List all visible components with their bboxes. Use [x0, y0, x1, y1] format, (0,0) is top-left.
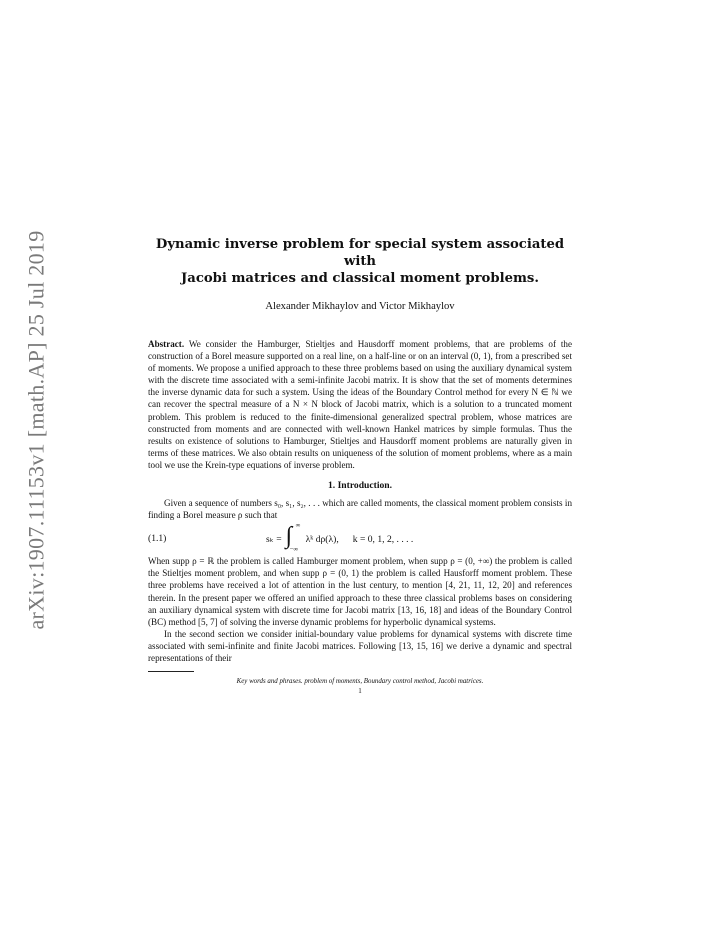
equation-body	[266, 524, 413, 554]
integral-lower-limit: −∞	[289, 546, 299, 554]
equation-range: k = 0, 1, 2, . . . .	[352, 533, 414, 545]
footnote-rule	[148, 671, 194, 672]
integral-sign: ∫ ∞ −∞	[285, 522, 301, 554]
arxiv-side-stamp	[18, 215, 54, 645]
abstract	[148, 338, 572, 471]
abstract-text: We consider the Hamburger, Stieltjes and Hausdorff moment problems, that are problems of the construction of a Borel measure supported on a real line, on a half-line or on an interval (0, 1), from a prescribed set of moments. We propose a unified approach to these three problems based on using the auxiliary dynamical system with the discrete time associated with a semi-infinite Jacobi matrix. It is show that the set of moments determines the inverse dynamic data for such a system. Using the ideas of the Boundary Control method for every N ∈ ℕ we can recover the spectral measure of a N × N block of Jacobi matrix, which is a solution to a truncated moment problem. This problem is reduced to the finite-dimensional generalized spectral problem, whose matrices are constructed from moments and are connected with well-known Hankel matrices by simple formulas. Thus the results on existence of solutions to Hamburger, Stieltjes and Hausdorff moment problems are naturally given in terms of these matrices. We also obtain results on uniqueness of the solution of moment problems, where as a main tool we use the Krein-type equations of inverse problem.	[148, 339, 572, 470]
intro-paragraph-2: When supp ρ = ℝ the problem is called Hamburger moment problem, when supp ρ = (0, +∞) the problem is called the Stieltjes moment problem, and when supp ρ = (0, 1) the problem is called Hausforff moment problem. These three problems have received a lot of attention in the lust century, to mention [4, 21, 11, 12, 20] and references therein. In the present paper we offered an unified approach to these three classical problems bases on considering an auxiliary dynamical system with discrete time for Jacobi matrix [13, 16, 18] and ideas of the Boundary Control (BC) method [5, 7] of solving the inverse dynamic problems for hyperbolic dynamical systems.	[148, 556, 572, 627]
title-line-2: Jacobi matrices and classical moment problems.	[181, 271, 539, 286]
equation-1-1	[148, 524, 572, 554]
section-heading-introduction: 1. Introduction.	[327, 480, 393, 492]
paper-title	[148, 236, 572, 287]
integral-upper-limit: ∞	[295, 522, 301, 530]
equation-label: (1.1)	[148, 533, 167, 545]
abstract-lead: Abstract.	[148, 339, 185, 349]
equation-integrand: λᵏ dρ(λ),	[305, 533, 339, 545]
equation-lhs: sₖ =	[266, 533, 282, 545]
intro-paragraph-1: Given a sequence of numbers s₀, s₁, s₂, . . . which are called moments, the classical moment problem consists in finding a Borel measure ρ such that	[148, 498, 572, 521]
footnote-keywords	[148, 678, 572, 685]
title-line-1: Dynamic inverse problem for special system associated with	[155, 237, 565, 269]
author-list: Alexander Mikhaylov and Victor Mikhaylov	[265, 301, 455, 312]
arxiv-identifier: arXiv:1907.11153v1 [math.AP] 25 Jul 2019	[23, 230, 49, 630]
intro-paragraph-3: In the second section we consider initial-boundary value problems for dynamical systems with discrete time associated with semi-infinite and finite Jacobi matrices. Following [13, 15, 16] we derive a dynamic and spectral representations of their	[148, 628, 572, 663]
paper-page	[148, 236, 572, 695]
footnote-text: Key words and phrases. problem of moments, Boundary control method, Jacobi matrices.	[236, 678, 484, 686]
page-number: 1	[358, 687, 362, 696]
